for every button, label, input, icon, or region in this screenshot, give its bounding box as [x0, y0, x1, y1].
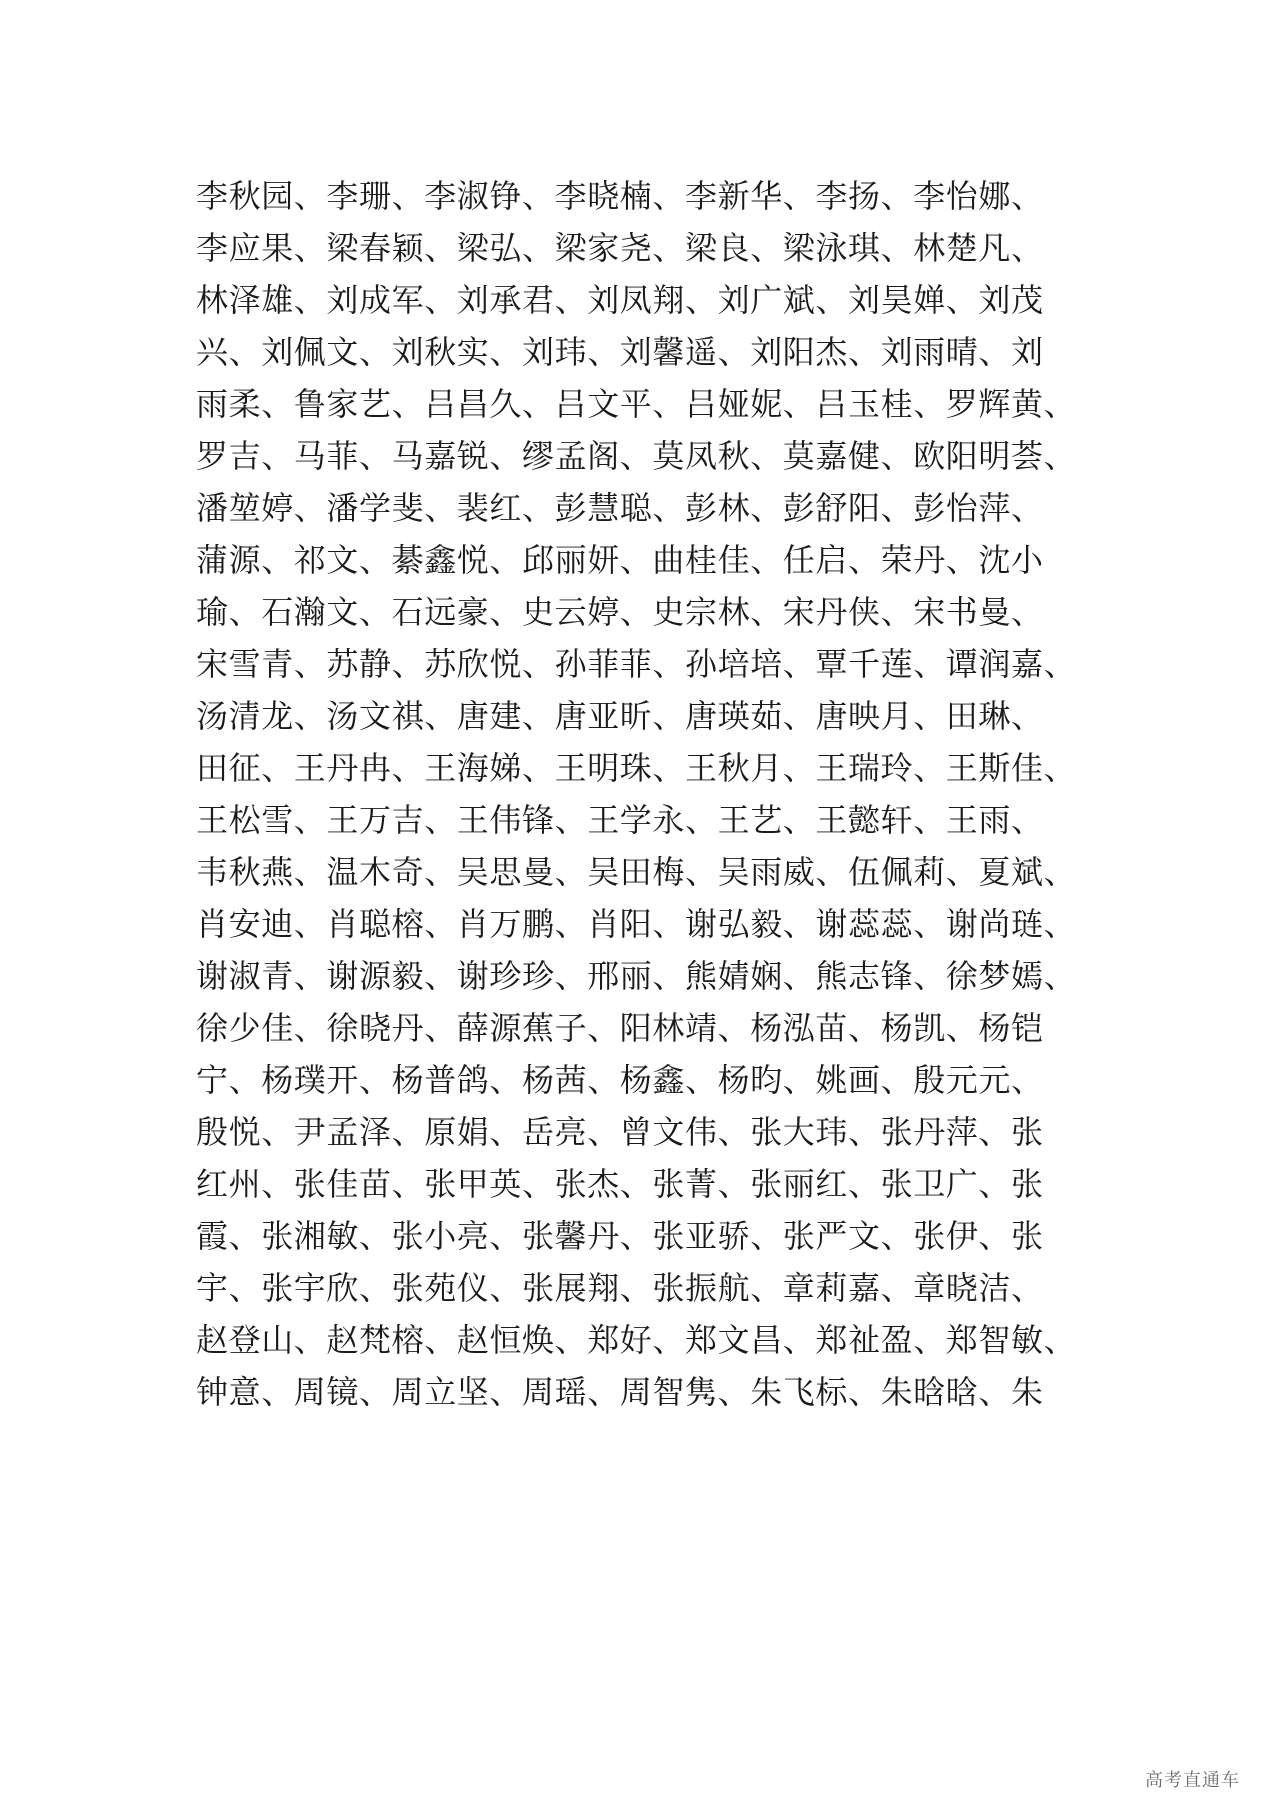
name-list-line: 钟意、周镜、周立坚、周瑶、周智隽、朱飞标、朱晗晗、朱	[196, 1373, 1044, 1411]
name-list-line: 殷悦、尹孟泽、原娟、岳亮、曾文伟、张大玮、张丹萍、张	[196, 1113, 1044, 1151]
name-list-line: 李秋园、李珊、李淑铮、李晓楠、李新华、李扬、李怡娜、	[196, 177, 1044, 215]
name-list-line: 徐少佳、徐晓丹、薛源蕉子、阳林靖、杨泓苗、杨凯、杨铠	[196, 1009, 1044, 1047]
name-list-line: 宁、杨璞开、杨普鸽、杨茜、杨鑫、杨昀、姚画、殷元元、	[196, 1061, 1044, 1099]
name-list-line: 兴、刘佩文、刘秋实、刘玮、刘馨遥、刘阳杰、刘雨晴、刘	[196, 333, 1044, 371]
name-list-line: 赵登山、赵梵榕、赵恒焕、郑好、郑文昌、郑祉盈、郑智敏、	[196, 1321, 1077, 1359]
name-list-line: 田征、王丹冉、王海娣、王明珠、王秋月、王瑞玲、王斯佳、	[196, 749, 1077, 787]
watermark: 高考直通车	[1145, 1770, 1240, 1791]
name-list-line: 韦秋燕、温木奇、吴思曼、吴田梅、吴雨威、伍佩莉、夏斌、	[196, 853, 1077, 891]
name-list-line: 肖安迪、肖聪榕、肖万鹏、肖阳、谢弘毅、谢蕊蕊、谢尚琏、	[196, 905, 1077, 943]
name-list-line: 林泽雄、刘成军、刘承君、刘凤翔、刘广斌、刘昊婵、刘茂	[196, 281, 1044, 319]
name-list-line: 谢淑青、谢源毅、谢珍珍、邢丽、熊婧娴、熊志锋、徐梦嫣、	[196, 957, 1077, 995]
name-list-line: 雨柔、鲁家艺、吕昌久、吕文平、吕娅妮、吕玉桂、罗辉黄、	[196, 385, 1077, 423]
name-list-line: 宇、张宇欣、张苑仪、张展翔、张振航、章莉嘉、章晓洁、	[196, 1269, 1044, 1307]
name-list-line: 蒲源、祁文、綦鑫悦、邱丽妍、曲桂佳、任启、荣丹、沈小	[196, 541, 1044, 579]
name-list-line: 霞、张湘敏、张小亮、张馨丹、张亚骄、张严文、张伊、张	[196, 1217, 1044, 1255]
name-list-line: 瑜、石瀚文、石远豪、史云婷、史宗林、宋丹侠、宋书曼、	[196, 593, 1044, 631]
name-list-line: 罗吉、马菲、马嘉锐、缪孟阁、莫凤秋、莫嘉健、欧阳明荟、	[196, 437, 1077, 475]
name-list-line: 汤清龙、汤文祺、唐建、唐亚昕、唐瑛茹、唐映月、田琳、	[196, 697, 1044, 735]
name-list-line: 红州、张佳苗、张甲英、张杰、张菁、张丽红、张卫广、张	[196, 1165, 1044, 1203]
name-list-line: 王松雪、王万吉、王伟锋、王学永、王艺、王懿轩、王雨、	[196, 801, 1044, 839]
name-list-line: 宋雪青、苏静、苏欣悦、孙菲菲、孙培培、覃千莲、谭润嘉、	[196, 645, 1077, 683]
name-list-line: 李应果、梁春颖、梁弘、梁家尧、梁良、梁泳琪、林楚凡、	[196, 229, 1044, 267]
name-list-line: 潘堃婷、潘学斐、裴红、彭慧聪、彭林、彭舒阳、彭怡萍、	[196, 489, 1044, 527]
